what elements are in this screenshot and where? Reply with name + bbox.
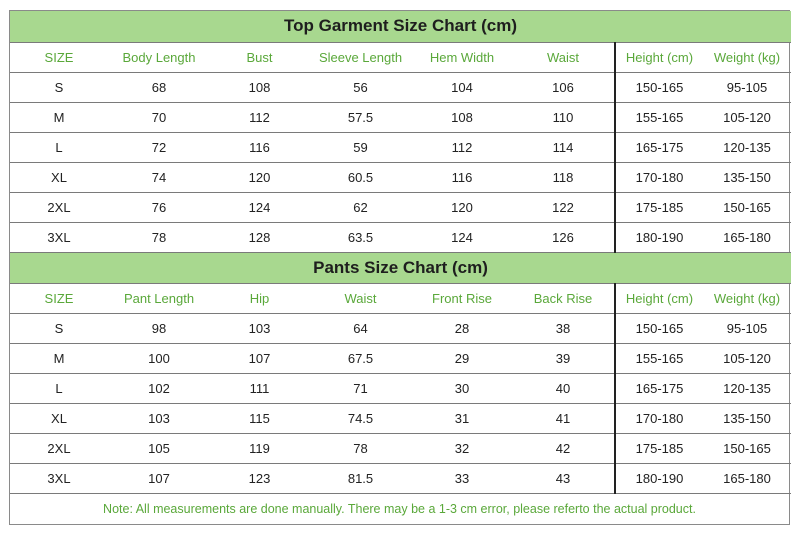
table-cell: 180-190	[615, 463, 703, 493]
table-cell: 150-165	[703, 192, 791, 222]
table-cell: 165-180	[703, 463, 791, 493]
table-cell: 29	[412, 343, 512, 373]
header-cell: SIZE	[10, 283, 108, 313]
table-row	[10, 222, 791, 252]
table-cell: 30	[412, 373, 512, 403]
header-cell: Waist	[512, 42, 615, 72]
header-cell: Bust	[210, 42, 309, 72]
size-cell: M	[10, 102, 108, 132]
size-cell: 3XL	[10, 463, 108, 493]
table-row	[10, 102, 791, 132]
table-cell: 107	[210, 343, 309, 373]
table-cell: 114	[512, 132, 615, 162]
table-row	[10, 313, 791, 343]
header-cell: Front Rise	[412, 283, 512, 313]
table-cell: 124	[412, 222, 512, 252]
table-cell: 67.5	[309, 343, 412, 373]
pants-chart-title: Pants Size Chart (cm)	[10, 252, 791, 283]
size-cell: L	[10, 373, 108, 403]
table-cell: 170-180	[615, 403, 703, 433]
table-cell: 107	[108, 463, 210, 493]
table-cell: 124	[210, 192, 309, 222]
table-cell: 105-120	[703, 343, 791, 373]
table-cell: 155-165	[615, 102, 703, 132]
table-cell: 28	[412, 313, 512, 343]
table-cell: 71	[309, 373, 412, 403]
table-cell: 81.5	[309, 463, 412, 493]
table-cell: 95-105	[703, 72, 791, 102]
table-cell: 74	[108, 162, 210, 192]
top-chart-title: Top Garment Size Chart (cm)	[10, 11, 791, 42]
table-cell: 128	[210, 222, 309, 252]
table-cell: 42	[512, 433, 615, 463]
table-cell: 63.5	[309, 222, 412, 252]
table-cell: 105-120	[703, 102, 791, 132]
table-cell: 126	[512, 222, 615, 252]
table-row	[10, 72, 791, 102]
size-cell: 2XL	[10, 192, 108, 222]
header-cell: Waist	[309, 283, 412, 313]
table-cell: 74.5	[309, 403, 412, 433]
table-cell: 103	[108, 403, 210, 433]
table-cell: 43	[512, 463, 615, 493]
size-cell: S	[10, 313, 108, 343]
table-cell: 68	[108, 72, 210, 102]
size-cell: 3XL	[10, 222, 108, 252]
header-cell: Body Length	[108, 42, 210, 72]
table-row	[10, 433, 791, 463]
table-cell: 175-185	[615, 433, 703, 463]
table-cell: 155-165	[615, 343, 703, 373]
table-cell: 39	[512, 343, 615, 373]
size-cell: XL	[10, 162, 108, 192]
table-cell: 104	[412, 72, 512, 102]
pants-title-row	[10, 252, 791, 283]
table-cell: 116	[412, 162, 512, 192]
pants-header-row	[10, 283, 791, 313]
table-cell: 108	[412, 102, 512, 132]
table-cell: 100	[108, 343, 210, 373]
table-cell: 72	[108, 132, 210, 162]
table-cell: 120	[412, 192, 512, 222]
table-cell: 123	[210, 463, 309, 493]
table-cell: 98	[108, 313, 210, 343]
table-cell: 32	[412, 433, 512, 463]
table-cell: 111	[210, 373, 309, 403]
header-cell: Height (cm)	[615, 42, 703, 72]
table-cell: 103	[210, 313, 309, 343]
table-cell: 76	[108, 192, 210, 222]
table-row	[10, 403, 791, 433]
table-row	[10, 463, 791, 493]
footnote: Note: All measurements are done manually. There may be a 1-3 cm error, please referto the actual product.	[103, 501, 696, 516]
table-cell: 78	[108, 222, 210, 252]
header-cell: SIZE	[10, 42, 108, 72]
table-cell: 135-150	[703, 162, 791, 192]
table-cell: 56	[309, 72, 412, 102]
table-cell: 119	[210, 433, 309, 463]
top-title-row	[10, 11, 791, 42]
table-cell: 106	[512, 72, 615, 102]
size-table	[10, 11, 791, 494]
size-cell: XL	[10, 403, 108, 433]
table-cell: 102	[108, 373, 210, 403]
table-cell: 120	[210, 162, 309, 192]
table-cell: 120-135	[703, 132, 791, 162]
table-cell: 165-175	[615, 373, 703, 403]
header-cell: Pant Length	[108, 283, 210, 313]
table-cell: 122	[512, 192, 615, 222]
table-cell: 78	[309, 433, 412, 463]
size-cell: S	[10, 72, 108, 102]
table-cell: 116	[210, 132, 309, 162]
table-row	[10, 162, 791, 192]
size-cell: M	[10, 343, 108, 373]
table-cell: 112	[412, 132, 512, 162]
table-cell: 165-180	[703, 222, 791, 252]
table-cell: 38	[512, 313, 615, 343]
header-cell: Hip	[210, 283, 309, 313]
size-chart	[9, 10, 790, 525]
table-cell: 170-180	[615, 162, 703, 192]
size-cell: L	[10, 132, 108, 162]
table-row	[10, 373, 791, 403]
header-cell: Sleeve Length	[309, 42, 412, 72]
table-cell: 57.5	[309, 102, 412, 132]
table-cell: 115	[210, 403, 309, 433]
header-cell: Weight (kg)	[703, 283, 791, 313]
table-cell: 64	[309, 313, 412, 343]
table-cell: 59	[309, 132, 412, 162]
table-cell: 31	[412, 403, 512, 433]
table-cell: 70	[108, 102, 210, 132]
table-cell: 120-135	[703, 373, 791, 403]
header-cell: Back Rise	[512, 283, 615, 313]
table-row	[10, 192, 791, 222]
table-row	[10, 343, 791, 373]
table-cell: 110	[512, 102, 615, 132]
table-cell: 105	[108, 433, 210, 463]
header-cell: Hem Width	[412, 42, 512, 72]
table-cell: 135-150	[703, 403, 791, 433]
top-header-row	[10, 42, 791, 72]
table-cell: 41	[512, 403, 615, 433]
table-cell: 165-175	[615, 132, 703, 162]
table-row	[10, 132, 791, 162]
table-cell: 112	[210, 102, 309, 132]
table-cell: 108	[210, 72, 309, 102]
table-cell: 62	[309, 192, 412, 222]
table-cell: 33	[412, 463, 512, 493]
header-cell: Height (cm)	[615, 283, 703, 313]
header-cell: Weight (kg)	[703, 42, 791, 72]
size-cell: 2XL	[10, 433, 108, 463]
table-cell: 150-165	[615, 313, 703, 343]
table-cell: 175-185	[615, 192, 703, 222]
table-cell: 150-165	[615, 72, 703, 102]
table-cell: 40	[512, 373, 615, 403]
table-cell: 60.5	[309, 162, 412, 192]
table-cell: 150-165	[703, 433, 791, 463]
table-cell: 180-190	[615, 222, 703, 252]
table-cell: 118	[512, 162, 615, 192]
table-cell: 95-105	[703, 313, 791, 343]
